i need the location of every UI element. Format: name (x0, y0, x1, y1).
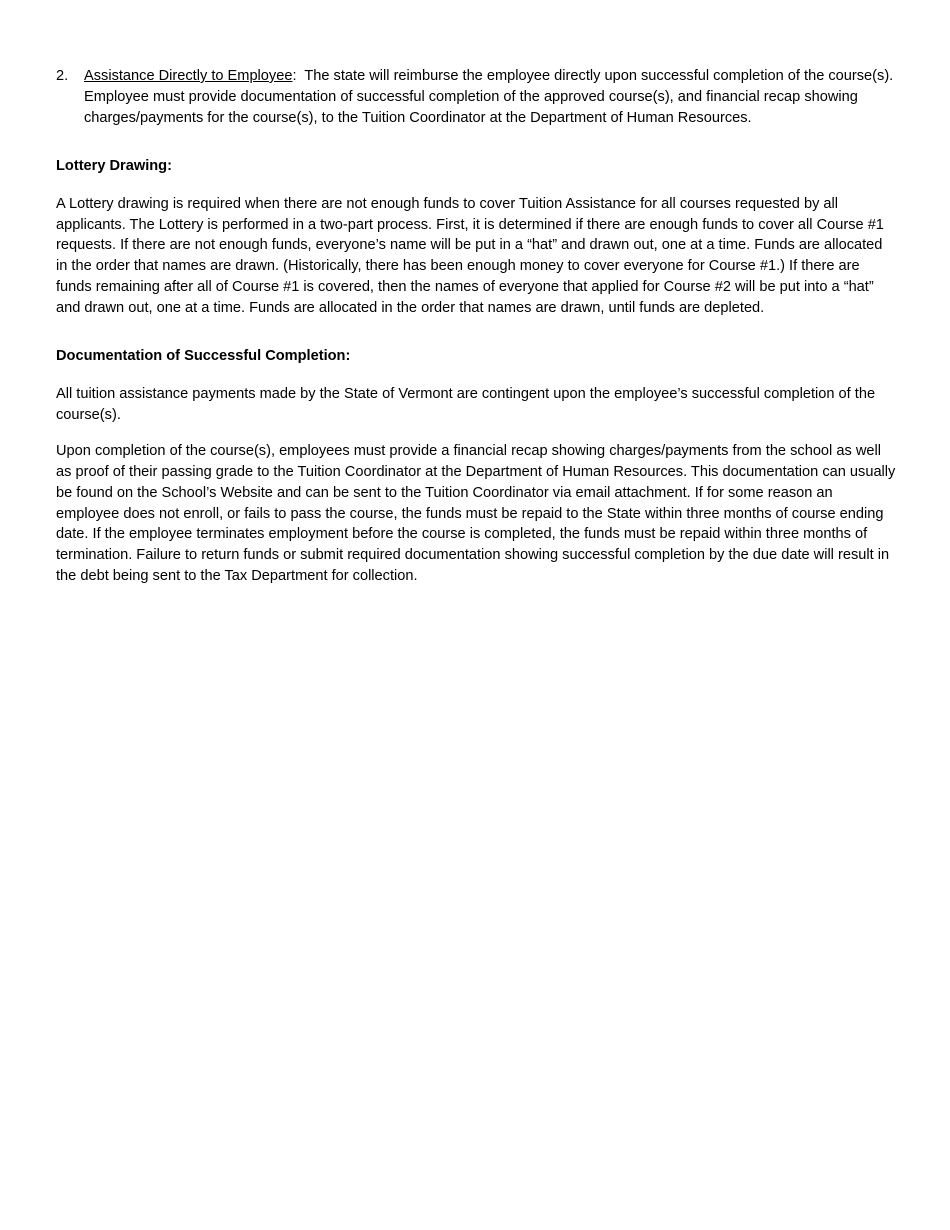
completion-paragraph-2: Upon completion of the course(s), employees must provide a financial recap showing charges/payments from the school as well as proof of their passing grade to the Tuition Coordinator at the Department of Human Resources. This documentation can usually be found on the School’s Website and can be sent to the Tuition Coordinator via email attachment. If for some reason an employee does not enroll, or fails to pass the course, the funds must be repaid to the State within three months of course ending date. If the employee terminates employment before the course is completed, the funds must be repaid within three months of termination. Failure to return funds or submit required documentation showing successful completion by the due date will result in the debt being sent to the Tax Department for collection. (56, 442, 896, 585)
list-item-title-suffix: : (292, 68, 305, 84)
spacer (56, 177, 896, 194)
spacer (56, 319, 896, 346)
list-item-number: 2. (56, 68, 69, 84)
lottery-heading: Lottery Drawing: (56, 157, 172, 174)
list-item-direct-assistance (56, 66, 896, 129)
spacer (56, 129, 896, 156)
completion-paragraph-1: All tuition assistance payments made by the State of Vermont are contingent upon the employee’s successful completion of the course(s). (56, 385, 876, 423)
lottery-paragraph: A Lottery drawing is required when there are not enough funds to cover Tuition Assistance for all courses requested by all applicants. The Lottery is performed in a two-part process. First, it is determined if there are enough funds to cover all Course #1 requests. If there are not enough funds, everyone’s name will be put in a “hat” and drawn out, one at a time. Funds are allocated in the order that names are drawn. (Historically, there has been enough money to cover everyone for Course #1.) If there are funds remaining after all of Course #1 is covered, then the names of everyone that applied for Course #2 will be put into a “hat” and drawn out, one at a time. Funds are allocated in the order that names are drawn, until funds are depleted. (56, 195, 884, 317)
completion-heading: Documentation of Successful Completion: (56, 348, 351, 365)
list-item-body (84, 66, 896, 129)
list-item-title: Assistance Directly to Employee (84, 68, 293, 84)
document-page (56, 66, 896, 587)
list-item-text: The state will reimburse the employee directly upon successful completion of the course(s). Employee must provide documentation of successful completion of the approved course(s), and financial recap showing charges/payments for the course(s), to the Tuition Coordinator at the Department of Human Resources. (84, 68, 894, 126)
spacer (56, 367, 896, 384)
spacer (56, 426, 896, 441)
